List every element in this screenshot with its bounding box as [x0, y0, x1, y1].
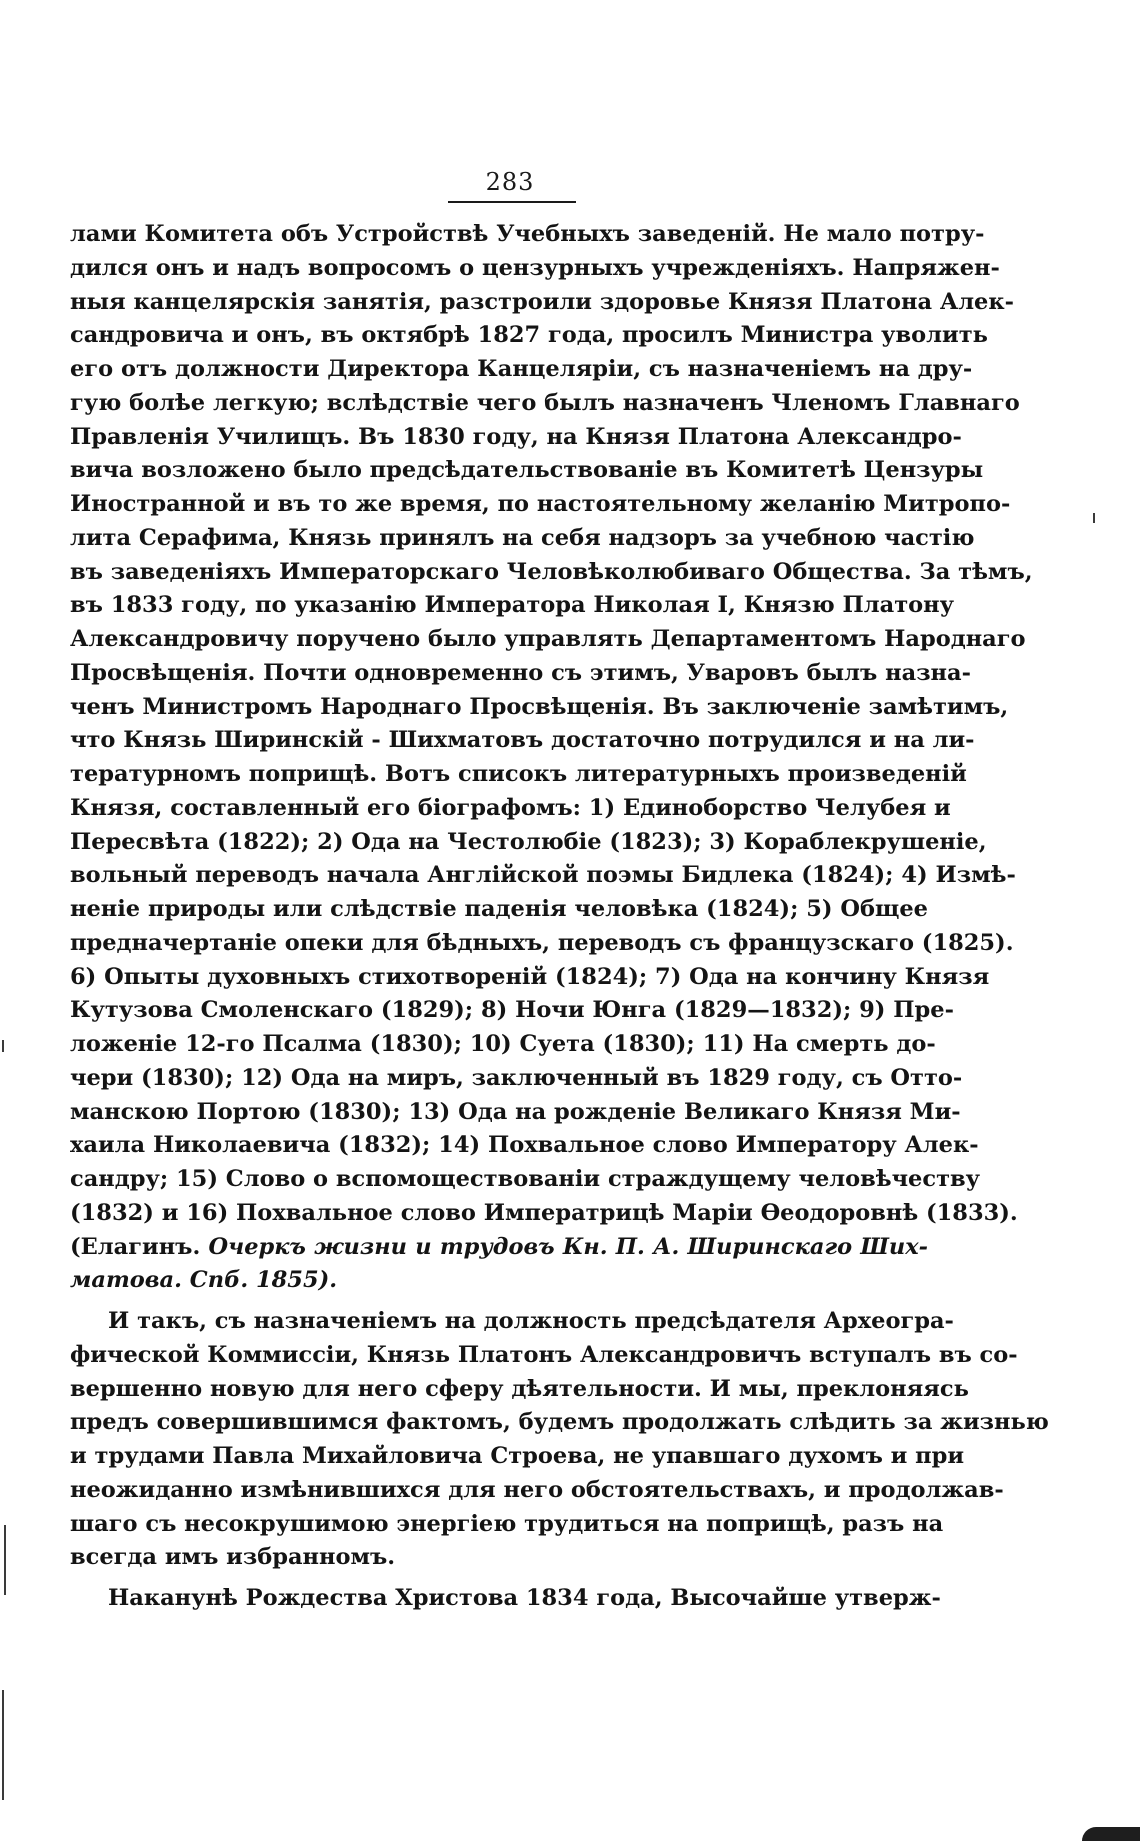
- text-line: чери (1830); 12) Ода на миръ, заключенный въ 1829 году, съ Отто-: [70, 1064, 963, 1091]
- citation-line: [70, 1231, 928, 1265]
- text-line: сандровича и онъ, въ октябрѣ 1827 года, просилъ Министра уволить: [70, 322, 988, 349]
- text-line: ченъ Министромъ Народнаго Просвѣщенія. Въ заключеніе замѣтимъ,: [70, 693, 1009, 720]
- text-line: въ заведеніяхъ Императорскаго Человѣколюбиваго Общества. За тѣмъ,: [70, 558, 1033, 585]
- text-line: ныя канцелярскія занятія, разстроили здоровье Князя Платона Алек-: [70, 288, 1014, 315]
- text-line: 6) Опыты духовныхъ стихотвореній (1824); 7) Ода на кончину Князя: [70, 963, 990, 990]
- text-line: манскою Портою (1830); 13) Ода на рожденіе Великаго Князя Ми-: [70, 1098, 961, 1125]
- page-corner-shadow: [1082, 1827, 1140, 1841]
- citation-author: (Елагинъ.: [70, 1233, 209, 1260]
- text-line: предъ совершившимся фактомъ, будемъ продолжать слѣдить за жизнью: [70, 1409, 1049, 1436]
- text-line: фической Коммиссіи, Князь Платонъ Александровичъ вступалъ въ со-: [70, 1341, 1018, 1368]
- text-line: вольный переводъ начала Англійской поэмы Бидлека (1824); 4) Измѣ-: [70, 862, 1016, 889]
- page-number-rule: [448, 201, 576, 203]
- text-line: лита Серафима, Князь принялъ на себя надзоръ за учебною частію: [70, 524, 975, 551]
- text-line: въ 1833 году, по указанію Императора Николая I, Князю Платону: [70, 592, 955, 619]
- scan-edge-line: [2, 1690, 4, 1800]
- text-line: Иностранной и въ то же время, по настоятельному желанію Митропо-: [70, 491, 1011, 517]
- text-line: вича возложено было предсѣдательствованіе въ Комитетѣ Цензуры: [70, 457, 984, 484]
- text-line: Кутузова Смоленскаго (1829); 8) Ночи Юнга (1829—1832); 9) Пре-: [70, 997, 954, 1024]
- text-line: Пересвѣта (1822); 2) Ода на Честолюбіе (1823); 3) Кораблекрушеніе,: [70, 828, 987, 855]
- text-line: хаила Николаевича (1832); 14) Похвальное слово Императору Алек-: [70, 1132, 979, 1159]
- text-line: Наканунѣ Рождества Христова 1834 года, Высочайше утверж-: [108, 1585, 941, 1611]
- text-line: Просвѣщенія. Почти одновременно съ этимъ, Уваровъ былъ назна-: [70, 659, 971, 686]
- text-line: Александровичу поручено было управлять Департаментомъ Народнаго: [70, 626, 1026, 652]
- scan-speck: [2, 1040, 4, 1052]
- scan-speck: [1093, 513, 1095, 523]
- text-line: дился онъ и надъ вопросомъ о цензурныхъ учрежденіяхъ. Напряжен-: [70, 254, 1000, 281]
- text-line: что Князь Ширинскій - Шихматовъ достаточно потрудился и на ли-: [70, 727, 975, 754]
- text-line: его отъ должности Директора Канцеляріи, съ назначеніемъ на дру-: [70, 356, 973, 382]
- text-line: неожиданно измѣнившихся для него обстоятельствахъ, и продолжав-: [70, 1476, 1004, 1503]
- text-line: лами Комитета объ Устройствѣ Учебныхъ заведеній. Не мало потру-: [70, 221, 985, 247]
- text-line: Правленія Училищъ. Въ 1830 году, на Князя Платона Александро-: [70, 423, 962, 450]
- text-line: предначертаніе опеки для бѣдныхъ, переводъ съ французскаго (1825).: [70, 929, 1014, 956]
- text-line: неніе природы или слѣдствіе паденія человѣка (1824); 5) Общее: [70, 896, 928, 922]
- citation-line-end: матова. Спб. 1855).: [70, 1267, 338, 1294]
- body-text: [70, 218, 1049, 1616]
- text-line: тературномъ поприщѣ. Вотъ списокъ литературныхъ произведеній: [70, 761, 967, 787]
- text-line: всегда имъ избранномъ.: [70, 1544, 396, 1571]
- text-line: вершенно новую для него сферу дѣятельности. И мы, преклоняясь: [70, 1375, 969, 1402]
- text-line: Князя, составленный его біографомъ: 1) Единоборство Челубея и: [70, 794, 951, 821]
- text-line: И такъ, съ назначеніемъ на должность предсѣдателя Археогра-: [108, 1308, 954, 1334]
- text-line: шаго съ несокрушимою энергіею трудиться на поприщѣ, разъ на: [70, 1510, 944, 1537]
- page-number: 283: [485, 168, 535, 196]
- text-line: ложеніе 12-го Псалма (1830); 10) Суета (1830); 11) На смерть до-: [70, 1031, 936, 1057]
- text-line: гую болѣе легкую; вслѣдствіе чего былъ назначенъ Членомъ Главнаго: [70, 389, 1020, 416]
- text-line: (1832) и 16) Похвальное слово Императрицѣ Маріи Ѳеодоровнѣ (1833).: [70, 1199, 1018, 1226]
- citation-title: Очеркъ жизни и трудовъ Кн. П. А. Ширинскаго Ших-: [208, 1233, 928, 1260]
- text-line: и трудами Павла Михайловича Строева, не упавшаго духомъ и при: [70, 1443, 965, 1469]
- scan-edge-line: [4, 1525, 6, 1595]
- text-line: сандру; 15) Слово о вспомоществованіи страждущему человѣчеству: [70, 1166, 981, 1192]
